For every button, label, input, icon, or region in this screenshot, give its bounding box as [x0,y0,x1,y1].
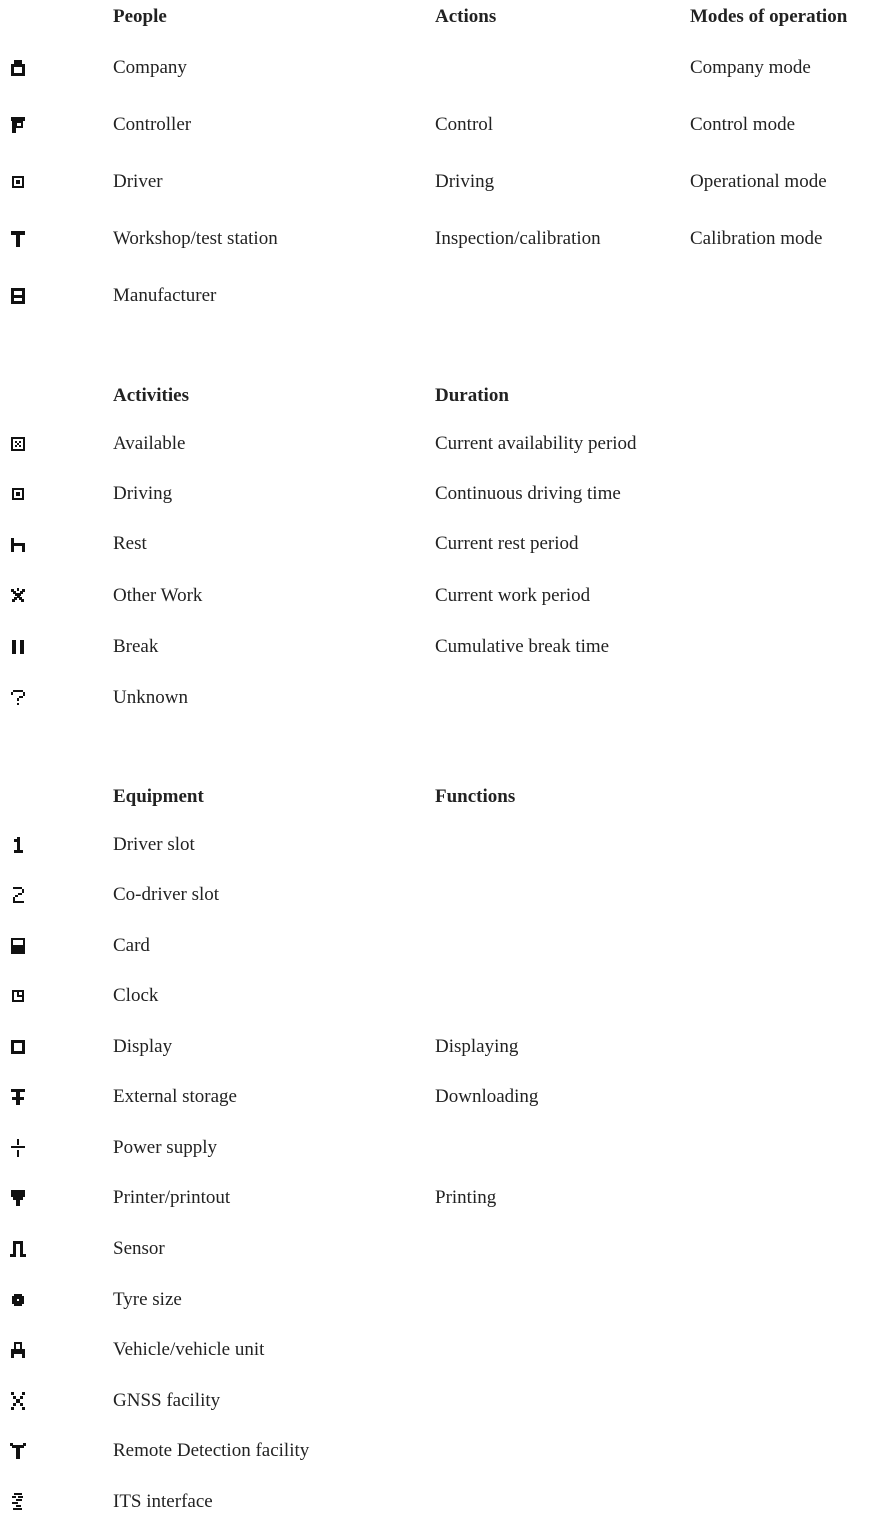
driver-slot-icon [6,833,30,857]
equipment-label: Card [113,935,150,956]
remote-detection-icon [6,1439,30,1463]
list-item [0,1134,888,1162]
equipment-label: External storage [113,1086,237,1107]
function-label: Printing [435,1187,497,1208]
person-label: Controller [113,114,192,135]
list-item [0,168,888,196]
equipment-label: Remote Detection facility [113,1440,310,1461]
list-item [0,1437,888,1465]
break-icon [6,635,30,659]
list-item [0,225,888,253]
list-item [0,480,888,508]
activity-label: Driving [113,483,173,504]
other-work-icon [6,584,30,608]
mode-label: Calibration mode [690,228,823,249]
list-item [0,1488,888,1516]
list-item [0,831,888,859]
duration-label: Cumulative break time [435,636,610,657]
modes-of-operation-header: Modes of operation [690,6,848,27]
equipment-label: ITS interface [113,1491,213,1512]
duration-label: Current availability period [435,433,637,454]
clock-icon [6,984,30,1008]
equipment-label: Display [113,1036,173,1057]
equipment-header: Equipment [113,786,204,807]
list-item [0,530,888,558]
power-supply-icon [6,1136,30,1160]
company-icon [6,56,30,80]
rest-icon [6,532,30,556]
activity-label: Other Work [113,585,203,606]
action-label: Inspection/calibration [435,228,601,249]
action-label: Driving [435,171,495,192]
tyre-size-icon [6,1288,30,1312]
printer-icon [6,1186,30,1210]
list-item [0,684,888,712]
list-item [0,1033,888,1061]
person-label: Manufacturer [113,285,217,306]
duration-label: Current work period [435,585,591,606]
actions-header: Actions [435,6,497,27]
duration-header: Duration [435,385,509,406]
duration-label: Current rest period [435,533,579,554]
equipment-label: Co-driver slot [113,884,220,905]
list-item [0,982,888,1010]
activities-header-row [0,382,888,410]
equipment-label: GNSS facility [113,1390,221,1411]
list-item [0,1336,888,1364]
card-icon [6,934,30,958]
driving-icon [6,482,30,506]
equipment-header-row [0,783,888,811]
gnss-icon [6,1389,30,1413]
equipment-label: Vehicle/vehicle unit [113,1339,265,1360]
workshop-icon [6,227,30,251]
sensor-icon [6,1237,30,1261]
unknown-icon [6,686,30,710]
mode-label: Company mode [690,57,811,78]
list-item [0,881,888,909]
list-item [0,633,888,661]
action-label: Control [435,114,494,135]
equipment-label: Power supply [113,1137,217,1158]
person-label: Company [113,57,187,78]
its-interface-icon [6,1490,30,1514]
available-icon [6,432,30,456]
equipment-label: Clock [113,985,159,1006]
list-item [0,54,888,82]
activities-header: Activities [113,385,189,406]
duration-label: Continuous driving time [435,483,621,504]
people-header-row [0,3,888,31]
equipment-label: Tyre size [113,1289,182,1310]
people-header: People [113,6,167,27]
driver-icon [6,170,30,194]
list-item [0,111,888,139]
equipment-label: Printer/printout [113,1187,231,1208]
list-item [0,282,888,310]
display-icon [6,1035,30,1059]
list-item [0,1387,888,1415]
person-label: Workshop/test station [113,228,278,249]
person-label: Driver [113,171,163,192]
list-item [0,1083,888,1111]
functions-header: Functions [435,786,516,807]
list-item [0,1286,888,1314]
list-item [0,1235,888,1263]
activity-label: Rest [113,533,147,554]
activity-label: Available [113,433,186,454]
function-label: Displaying [435,1036,519,1057]
equipment-label: Driver slot [113,834,195,855]
external-storage-icon [6,1085,30,1109]
manufacturer-icon [6,284,30,308]
list-item [0,932,888,960]
equipment-label: Sensor [113,1238,165,1259]
activity-label: Unknown [113,687,188,708]
list-item [0,1184,888,1212]
mode-label: Operational mode [690,171,827,192]
activity-label: Break [113,636,159,657]
controller-icon [6,113,30,137]
list-item [0,430,888,458]
co-driver-slot-icon [6,883,30,907]
list-item [0,582,888,610]
vehicle-unit-icon [6,1338,30,1362]
function-label: Downloading [435,1086,539,1107]
mode-label: Control mode [690,114,796,135]
